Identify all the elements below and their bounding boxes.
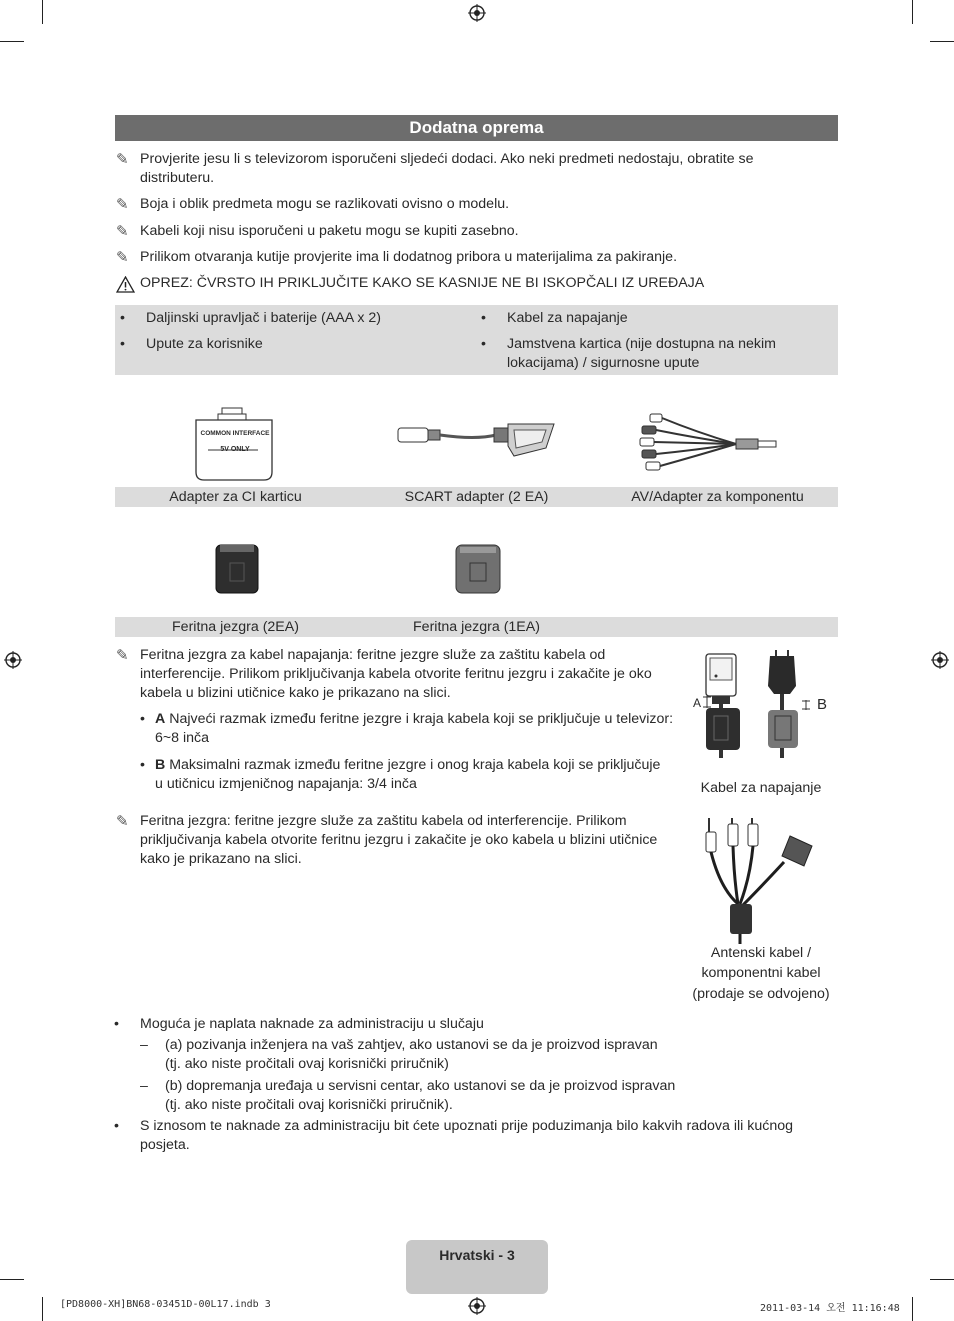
ferrite-core-dark-image: [214, 543, 260, 595]
ci-card-label: COMMON INTERFACE: [200, 430, 270, 437]
crop-mark: [930, 1279, 954, 1280]
crop-mark: [912, 1297, 913, 1321]
ci-card-label: 5V ONLY: [220, 446, 250, 453]
registration-mark-icon: [931, 651, 949, 669]
sub-item-a: [140, 710, 690, 748]
note-item: [116, 248, 816, 267]
note-text: distributeru.: [140, 170, 215, 186]
pencil-note-icon: ✎: [116, 196, 129, 213]
accessory-caption: SCART adapter (2 EA): [404, 489, 549, 505]
crop-mark: [912, 0, 913, 24]
item-text: (tj. ako niste pročitali ovaj korisnički priručnik).: [165, 1097, 453, 1113]
sub-item-b: [140, 756, 690, 794]
item-text: Daljinski upravljač i baterije (AAA x 2): [146, 310, 381, 326]
print-slug-left: [PD8000-XH]BN68-03451D-00L17.indb 3: [60, 1299, 271, 1310]
item-text: Moguća je naplata naknade za administraciju u slučaju: [140, 1016, 484, 1032]
item-text: (tj. ako niste pročitali ovaj korisnički priručnik): [165, 1056, 449, 1072]
item-text: (a) pozivanja inženjera na vaš zahtjev, ako ustanovi se da je proizvod ispravan: [165, 1037, 658, 1053]
bullet: •: [120, 336, 125, 352]
ferrite-core-grey-image: [454, 543, 502, 595]
figure-caption: Kabel za napajanje: [700, 780, 822, 796]
list-item: [481, 335, 831, 373]
warning-triangle-icon: [116, 276, 135, 293]
power-cable-ferrite-image: [690, 650, 830, 760]
registration-mark-icon: [468, 1297, 486, 1315]
dash: –: [140, 1078, 148, 1094]
bullet: •: [114, 1016, 119, 1032]
note-text: Boja i oblik predmeta mogu se razlikovati ovisno o modelu.: [140, 196, 510, 212]
sub-text: u utičnicu izmjeničnog napajanja: 3/4 inča: [155, 776, 417, 792]
caution-text: OPREZ: ČVRSTO IH PRIKLJUČITE KAKO SE KASNIJE NE BI ISKOPČALI IZ UREĐAJA: [140, 275, 705, 291]
crop-mark: [930, 41, 954, 42]
note-item: [116, 222, 816, 241]
page-number-tab: Hrvatski - 3: [406, 1240, 548, 1294]
note-text: Kabeli koji nisu isporučeni u paketu mogu se kupiti zasebno.: [140, 223, 519, 239]
dash: –: [140, 1037, 148, 1053]
sub-key: A: [155, 711, 166, 727]
list-item: [114, 1117, 834, 1155]
note-text: Prilikom otvaranja kutije provjerite ima li dodatnog pribora u materijalima za pakiranje.: [140, 249, 678, 265]
pencil-note-icon: ✎: [116, 813, 129, 830]
pencil-note-icon: ✎: [116, 223, 129, 240]
note-text: priključivanja kabela otvorite feritnu jezgru i zakačite je oko kabela u blizini utičnice: [140, 832, 658, 848]
bullet: •: [140, 757, 145, 773]
list-subitem: [140, 1036, 830, 1074]
registration-mark-icon: [468, 4, 486, 22]
sub-text: 6~8 inča: [155, 730, 210, 746]
note-item: [116, 150, 816, 188]
note-item: [116, 195, 816, 214]
bullet: •: [140, 711, 145, 727]
note-item: [116, 646, 686, 703]
scart-adapter-image: [396, 418, 556, 464]
item-text: Jamstvena kartica (nije dostupna na nekim: [507, 336, 776, 352]
note-text: kabela u blizini utičnice kako je prikazano na slici.: [140, 685, 451, 701]
note-text: interferencije. Prilikom priključivanja kabela otvorite feritnu jezgru i zakačite je oko: [140, 666, 652, 682]
section-title: Dodatna oprema: [115, 115, 838, 141]
note-item: [116, 812, 686, 869]
bullet: •: [120, 310, 125, 326]
pencil-note-icon: ✎: [116, 249, 129, 266]
pencil-note-icon: ✎: [116, 151, 129, 168]
crop-mark: [42, 0, 43, 24]
sub-text: Najveći razmak između feritne jezgre i kraja kabela koji se priključuje u televizor:: [165, 711, 674, 727]
bullet: •: [481, 336, 486, 352]
figure-label-b: B: [817, 696, 828, 713]
crop-mark: [42, 1297, 43, 1321]
sub-key: B: [155, 757, 166, 773]
item-text: S iznosom te naknade za administraciju bit ćete upoznati prije poduzimanja bilo kakvih radova ili kućnog: [140, 1118, 793, 1134]
note-text: kako je prikazano na slici.: [140, 851, 302, 867]
item-text: lokacijama) / sigurnosne upute: [507, 355, 700, 371]
item-text: Kabel za napajanje: [507, 310, 628, 326]
accessory-caption: Feritna jezgra (1EA): [413, 619, 540, 635]
list-subitem: [140, 1077, 830, 1115]
figure-caption: Antenski kabel /: [710, 945, 812, 961]
bullet: •: [114, 1118, 119, 1134]
accessory-caption: Feritna jezgra (2EA): [172, 619, 299, 635]
accessory-caption: AV/Adapter za komponentu: [631, 489, 804, 505]
note-text: Feritna jezgra: feritne jezgre služe za zaštitu kabela od interferencije. Prilikom: [140, 813, 627, 829]
print-slug-right: 2011-03-14 오전 11:16:48: [760, 1303, 900, 1314]
antenna-component-cable-image: [700, 818, 820, 946]
sub-text: Maksimalni razmak između feritne jezgre i onog kraja kabela koji se priključuje: [165, 757, 661, 773]
accessory-caption: Adapter za CI karticu: [169, 489, 302, 505]
pencil-note-icon: ✎: [116, 647, 129, 664]
av-component-adapter-image: [636, 412, 782, 478]
registration-mark-icon: [4, 651, 22, 669]
ci-card-adapter-image: [194, 406, 274, 482]
figure-caption: komponentni kabel: [701, 965, 821, 981]
item-text: posjeta.: [140, 1137, 190, 1153]
item-text: Upute za korisnike: [146, 336, 263, 352]
crop-mark: [0, 41, 24, 42]
note-text: Provjerite jesu li s televizorom isporučeni sljedeći dodaci. Ako neki predmeti nedostaju, obratite se: [140, 151, 754, 167]
crop-mark: [0, 1279, 24, 1280]
note-text: Feritna jezgra za kabel napajanja: feritne jezgre služe za zaštitu kabela od: [140, 647, 606, 663]
figure-label-a: A: [693, 696, 702, 710]
bullet: •: [481, 310, 486, 326]
item-text: (b) dopremanja uređaja u servisni centar, ako ustanovi se da je proizvod ispravan: [165, 1078, 676, 1094]
figure-caption: (prodaje se odvojeno): [692, 986, 830, 1002]
